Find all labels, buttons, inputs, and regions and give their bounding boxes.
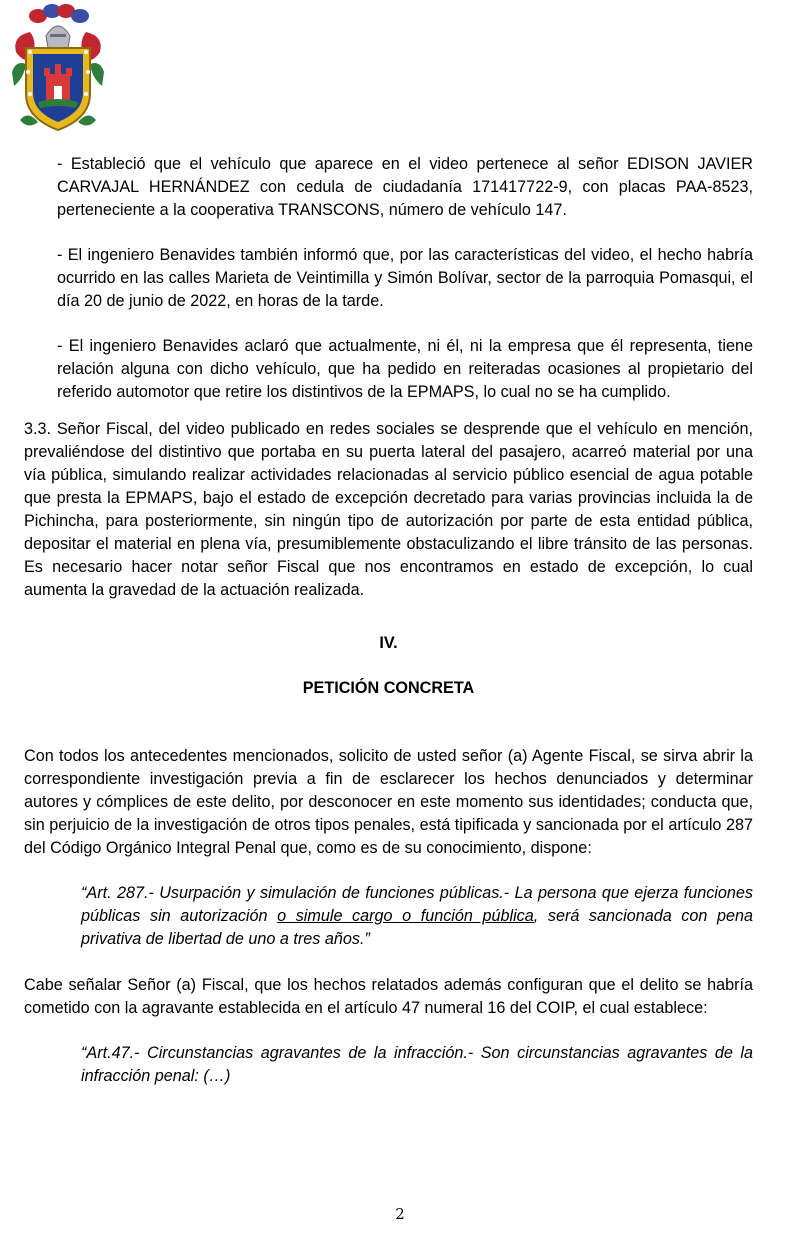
bullet-paragraph: - El ingeniero Benavides también informó que, por las características del video, el hecho habría ocurrido en las calles Marieta de Veintimilla y Simón Bolívar, sector de la parroquia Pomasqui, el día 20 de junio de 2022, en horas de la tarde. [57,246,753,310]
quito-coat-of-arms-logo [8,2,108,138]
quote-text: “Art. 287.- Usurpación y simulación de funciones públicas.- La persona que ejerza funciones públicas sin autorización [81,884,753,925]
bullet-paragraph: - Estableció que el vehículo que aparece en el video pertenece al señor EDISON JAVIER CARVAJAL HERNÁNDEZ con cedula de ciudadanía 171417722-9, con placas PAA-8523, perteneciente a la cooperativa TRANSCONS, número de vehículo 147. [57,155,753,219]
article-47-quote: “Art.47.- Circunstancias agravantes de la infracción.- Son circunstancias agravantes de la infracción penal: (…) [81,1044,753,1085]
document-body [24,153,753,1088]
bullet-paragraph: - El ingeniero Benavides aclaró que actualmente, ni él, ni la empresa que él representa, tiene relación alguna con dicho vehículo, que ha pedido en reiteradas ocasiones al propietario del referido automotor que retire los distintivos de la EPMAPS, lo cual no se ha cumplido. [57,337,753,401]
section-title: PETICIÓN CONCRETA [302,679,475,697]
aggravating-paragraph: Cabe señalar Señor (a) Fiscal, que los hechos relatados además configuran que el delito se habría cometido con la agravante establecida en el artículo 47 numeral 16 del COIP, el cual establece: [24,976,753,1017]
section-number: IV. [379,634,398,652]
petition-paragraph: Con todos los antecedentes mencionados, solicito de usted señor (a) Agente Fiscal, se sirva abrir la correspondiente investigación previa a fin de esclarecer los hechos denunciados y determinar autores y cómplices de este delito, por desconocer en este momento sus identidades; conducta que, sin perjuicio de la investigación de otros tipos penales, está tipificada y sancionada por el artículo 287 del Código Orgánico Integral Penal que, como es de su conocimiento, dispone: [24,747,753,857]
page-number: 2 [395,1205,405,1223]
underlined-quote-text: o simule cargo o función pública [277,907,534,925]
section-3-3-paragraph: 3.3. Señor Fiscal, del video publicado en redes sociales se desprende que el vehículo en mención, prevaliéndose del distintivo que portaba en su puerta lateral del pasajero, acarreó material por una vía pública, simulando realizar actividades relacionadas al servicio público esencial de agua potable que presta la EPMAPS, bajo el estado de excepción decretado para varias provincias incluida la de Pichincha, para posteriormente, sin ningún tipo de autorización por parte de esta entidad pública, depositar el material en plena vía, presumiblemente obstaculizando el libre tránsito de las personas. Es necesario hacer notar señor Fiscal que nos encontramos en estado de excepción, lo cual aumenta la gravedad de la actuación realizada. [24,420,753,599]
article-287-quote [24,882,753,951]
quote-text: , será sancionada con pena privativa de libertad de uno a tres años.” [81,907,753,948]
